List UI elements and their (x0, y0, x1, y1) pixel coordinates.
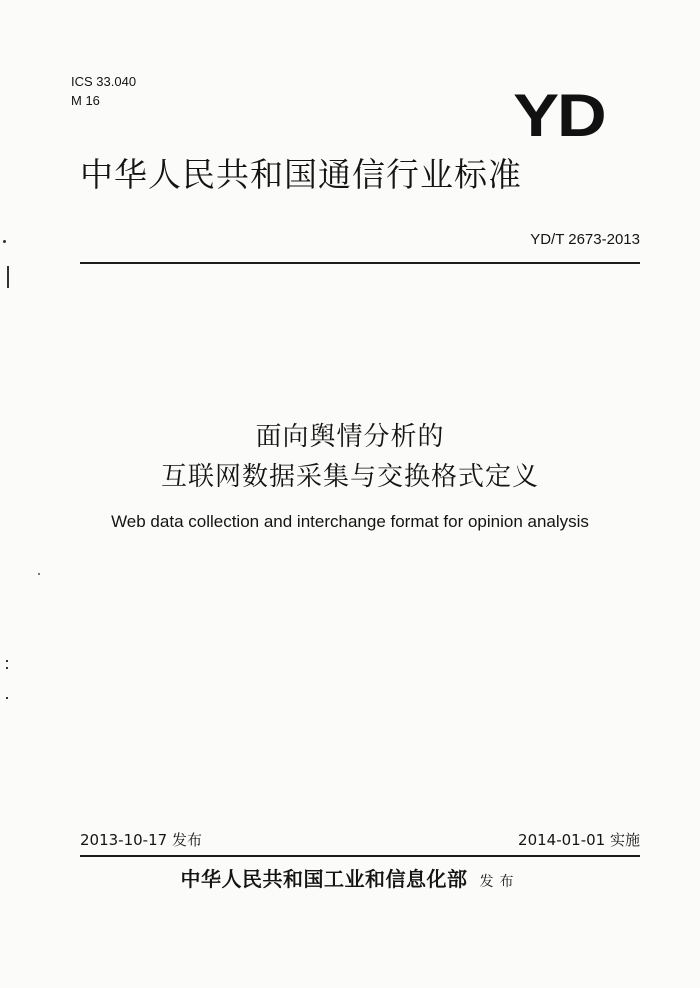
classification-code: M 16 (71, 93, 100, 108)
yd-logo: YD (512, 82, 604, 149)
issue-date: 2013-10-17 发布 (80, 831, 202, 849)
standard-number: YD/T 2673-2013 (530, 231, 640, 248)
scan-speck (38, 573, 40, 575)
document-title-en: Web data collection and interchange format for opinion analysis (111, 512, 589, 531)
issuer-line (0, 864, 700, 897)
issuer-action: 发布 (479, 874, 520, 890)
implementation-date: 2014-01-01 实施 (518, 831, 640, 849)
scan-speck (6, 667, 8, 669)
bottom-divider (80, 855, 640, 857)
scan-speck (6, 660, 8, 662)
scan-speck (6, 697, 8, 699)
top-divider (80, 262, 640, 264)
document-title-cn-line2: 互联网数据采集与交换格式定义 (160, 462, 539, 492)
document-title-cn-line1: 面向舆情分析的 (255, 422, 445, 452)
issuer-name: 中华人民共和国工业和信息化部 (180, 867, 468, 891)
standard-category-title: 中华人民共和国通信行业标准 (80, 155, 522, 194)
scan-speck (3, 240, 6, 243)
scan-speck (7, 266, 9, 288)
ics-code: ICS 33.040 (71, 74, 137, 89)
